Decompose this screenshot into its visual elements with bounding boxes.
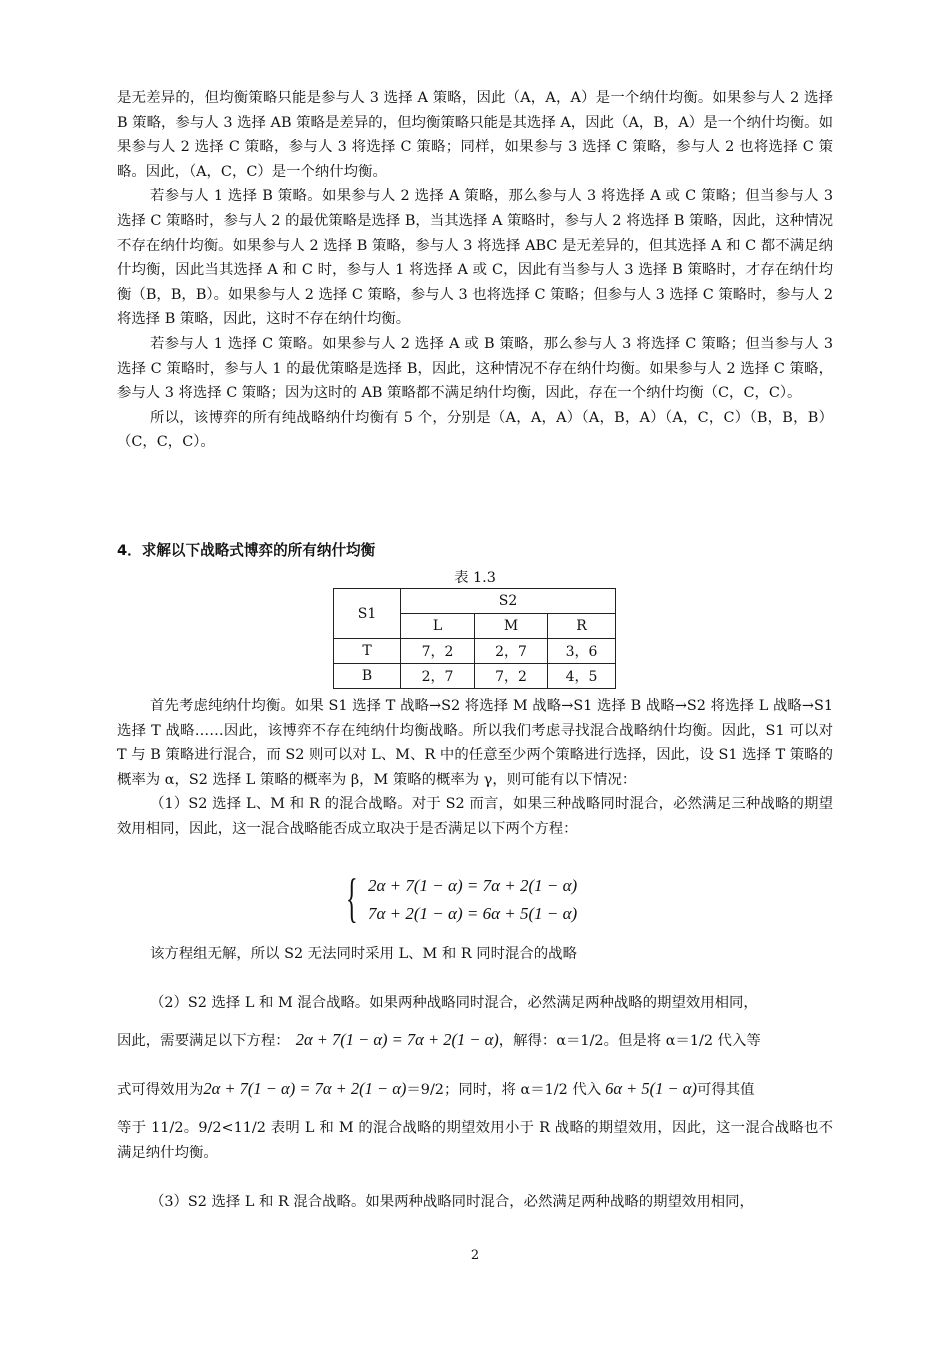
col-header: R — [548, 614, 616, 639]
paragraph: （3）S2 选择 L 和 R 混合战略。如果两种战略同时混合，必然满足两种战略的期望效用相同， — [150, 1194, 754, 1210]
text-run: ＝9/2；同时，将 α＝1/2 代入 — [406, 1082, 602, 1098]
inline-equation: 6α + 5(1 − α) — [605, 1079, 697, 1098]
equation: 7α + 2(1 − α) = 6α + 5(1 − α) — [368, 904, 578, 923]
paragraph: 是无差异的，但均衡策略只能是参与人 3 选择 A 策略，因此（A，A，A）是一个纳什均衡。如果参与人 2 选择 B 策略，参与人 3 选择 AB 策略是差异的，但均衡策略只能是其选择 A，因此（A，B，A）是一个纳什均衡。如果参与人 2 选择 C 策略，参与人 3 将选择 C 策略；同样，如果参与 3 选择 C 策略，参与人 2 也将选择 C 策略。因此，（A，C，C）是一个纳什均衡。 — [117, 90, 833, 180]
payoff-table — [333, 588, 616, 689]
paragraph: 等于 11/2。9/2<11/2 表明 L 和 M 的混合战略的期望效用小于 R 战略的期望效用，因此，这一混合战略也不满足纳什均衡。 — [117, 1120, 833, 1161]
case2-line4 — [117, 1116, 833, 1165]
section-heading: 4．求解以下战略式博弈的所有纳什均衡 — [117, 542, 376, 559]
col-header: L — [401, 614, 475, 639]
inline-equation: 2α + 7(1 − α) = 7α + 2(1 − α) — [295, 1030, 499, 1049]
payoff-cell: 3，6 — [548, 639, 616, 664]
paragraph: （2）S2 选择 L 和 M 混合战略。如果两种战略同时混合，必然满足两种战略的期望效用相同， — [150, 995, 758, 1011]
col-player-label: S2 — [401, 589, 616, 614]
inline-equation: 2α + 7(1 − α) = 7α + 2(1 − α) — [203, 1079, 407, 1098]
paragraph: 所以，该博弈的所有纯战略纳什均衡有 5 个，分别是（A，A，A）（A，B，A）（A，C，C）（B，B，B）（C，C，C）。 — [117, 409, 833, 451]
paragraph: （1）S2 选择 L、M 和 R 的混合战略。对于 S2 而言，如果三种战略同时混合，必然满足三种战略的期望效用相同，因此，这一混合战略能否成立取决于是否满足以下两个方程： — [117, 796, 833, 837]
row-label: B — [334, 664, 401, 689]
payoff-cell: 2，7 — [475, 639, 548, 664]
paragraph: 若参与人 1 选择 C 策略。如果参与人 2 选择 A 或 B 策略，那么参与人 3 将选择 C 策略；但当参与人 3 选择 C 策略时，参与人 1 的最优策略是选择 B，因此，这种情况不存在纳什均衡。如果参与人 2 选择 C 策略，参与人 3 将选择 C 策略；因为这时的 AB 策略都不满足纳什均衡，因此，存在一个纳什均衡（C，C，C）。 — [117, 335, 833, 402]
text-run: 可得其值 — [696, 1082, 755, 1098]
payoff-cell: 7，2 — [475, 664, 548, 689]
table-caption: 表 1.3 — [454, 570, 496, 586]
text-run: 式可得效用为 — [117, 1082, 204, 1098]
left-brace: { — [346, 868, 358, 928]
case2-line3 — [117, 1077, 833, 1103]
payoff-cell: 7，2 — [401, 639, 475, 664]
text-block-top — [117, 86, 833, 455]
case3 — [117, 1190, 833, 1215]
payoff-cell: 4，5 — [548, 664, 616, 689]
equation-system — [346, 868, 578, 928]
paragraph: 若参与人 1 选择 B 策略。如果参与人 2 选择 A 策略，那么参与人 3 将选择 A 或 C 策略；但当参与人 3 选择 C 策略时，参与人 2 的最优策略是选择 B，当其选择 A 策略时，参与人 2 将选择 B 策略，因此，这种情况不存在纳什均衡。如果参与人 2 选择 B 策略，参与人 3 将选择 ABC 是无差异的，但其选择 A 和 C 都不满足纳什均衡，因此当其选择 A 和 C 时，参与人 1 将选择 A 或 C，因此有当参与人 3 选择 B 策略时，才存在纳什均衡（B，B，B）。如果参与人 2 选择 C 策略，参与人 3 也将选择 C 策略；但参与人 3 选择 C 策略时，参与人 2 将选择 B 策略，因此，这时不存在纳什均衡。 — [117, 188, 833, 328]
text-block-analysis — [117, 694, 833, 842]
case1-result — [117, 942, 833, 967]
equation: 2α + 7(1 − α) = 7α + 2(1 − α) — [368, 876, 578, 895]
case2-line1 — [117, 991, 833, 1016]
text-run: 因此，需要满足以下方程： — [117, 1033, 290, 1049]
paragraph: 该方程组无解，所以 S2 无法同时采用 L、M 和 R 同时混合的战略 — [150, 946, 577, 962]
case2-line2 — [117, 1028, 833, 1054]
payoff-cell: 2，7 — [401, 664, 475, 689]
row-label: T — [334, 639, 401, 664]
paragraph: 首先考虑纯纳什均衡。如果 S1 选择 T 战略→S2 将选择 M 战略→S1 选择 B 战略→S2 将选择 L 战略→S1 选择 T 战略……因此，该博弈不存在纯纳什均衡战略。所以我们考虑寻找混合战略纳什均衡。因此，S1 可以对 T 与 B 策略进行混合，而 S2 则可以对 L、M、R 中的任意至少两个策略进行选择，因此，设 S1 选择 T 策略的概率为 α，S2 选择 L 策略的概率为 β，M 策略的概率为 γ，则可能有以下情况： — [117, 698, 833, 788]
page-number: 2 — [470, 1248, 480, 1263]
row-player-label: S1 — [334, 589, 401, 639]
text-run: ，解得：α＝1/2。但是将 α＝1/2 代入等 — [498, 1033, 761, 1049]
col-header: M — [475, 614, 548, 639]
